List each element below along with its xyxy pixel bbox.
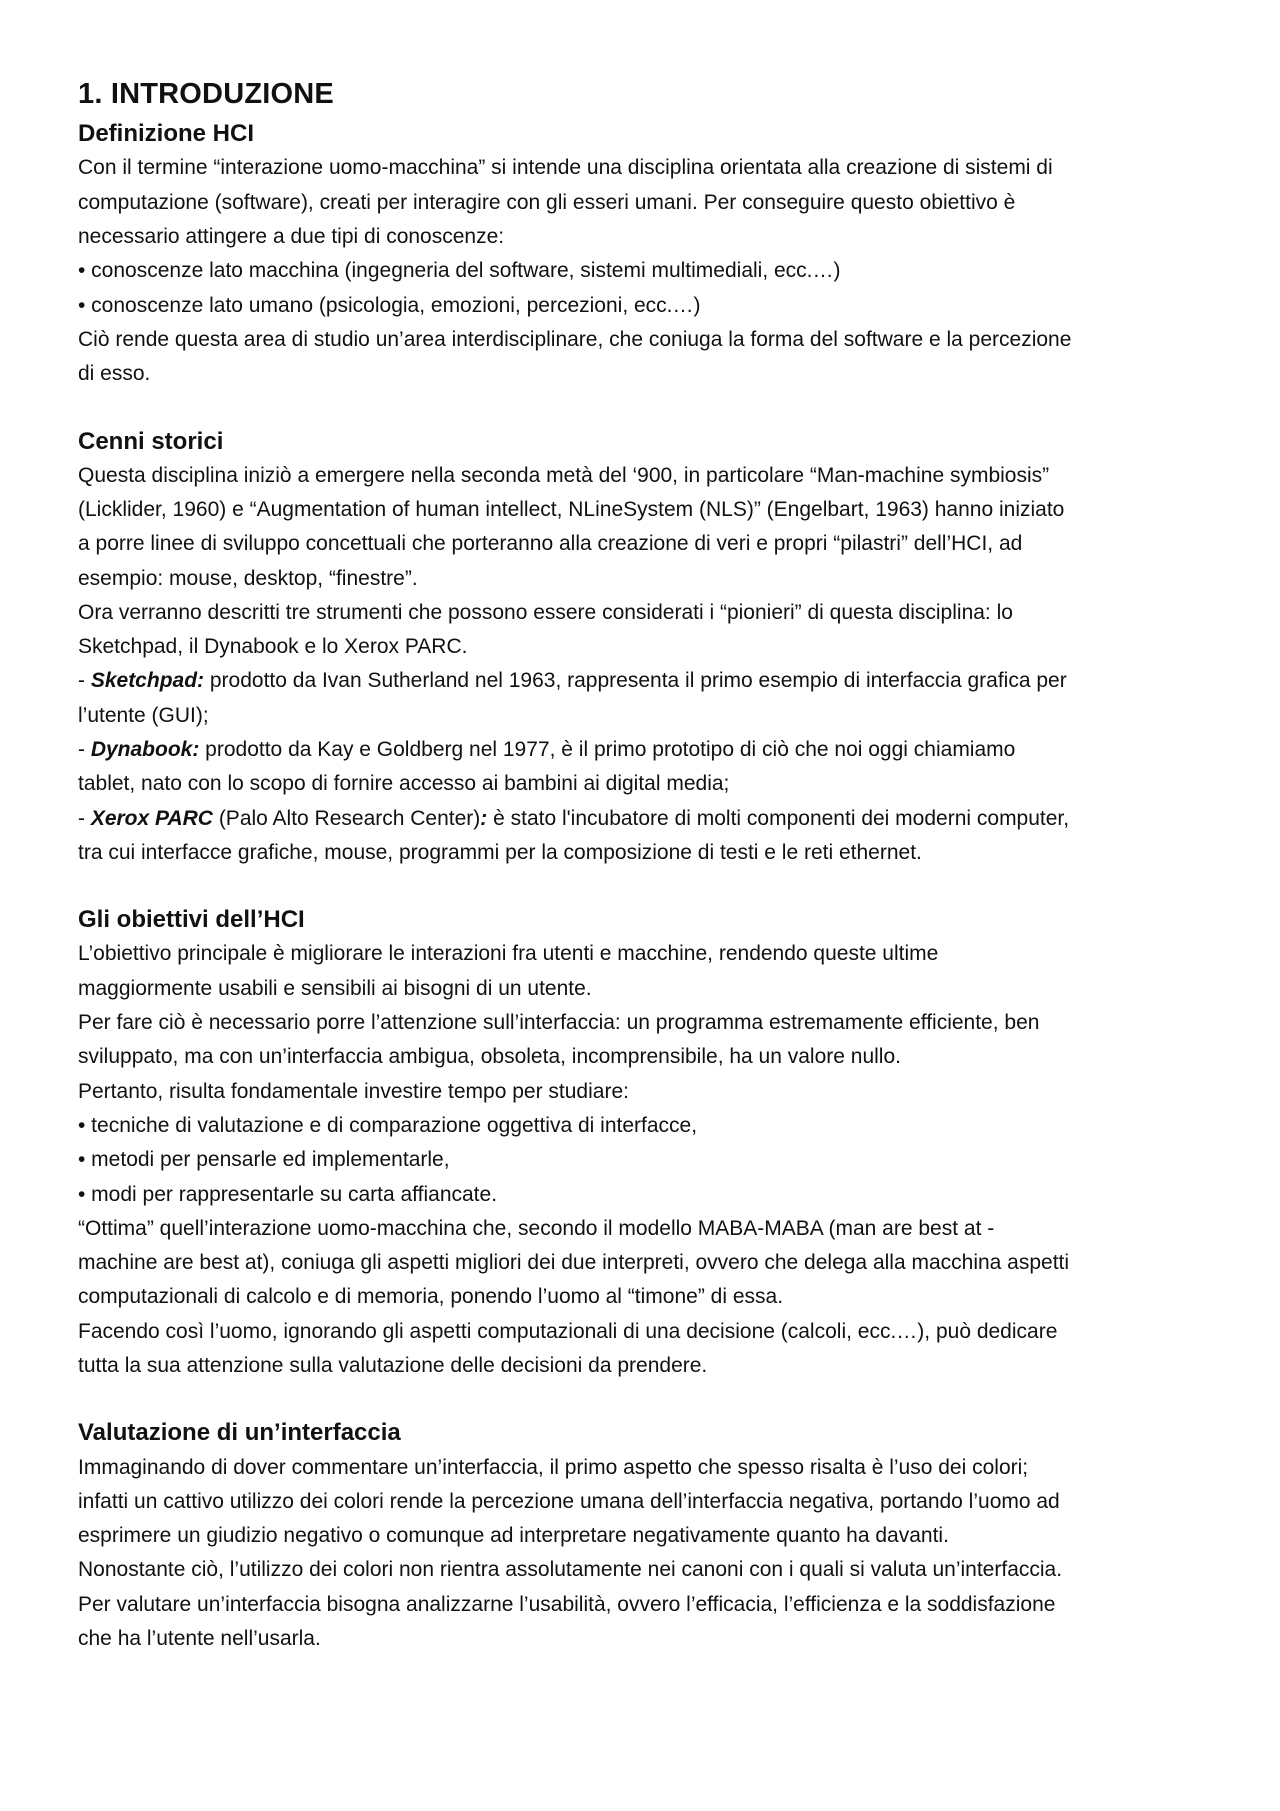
tool-parenthetical: (Palo Alto Research Center): [212, 806, 481, 830]
tool-colon: :: [480, 806, 488, 830]
text-line: Nonostante ciò, l’utilizzo dei colori non rientra assolutamente nei canoni con i quali si valuta un’interfaccia.: [78, 1558, 1063, 1582]
tool-term: Dynabook:: [90, 738, 200, 762]
bullet-item: • metodi per pensarle ed implementarle,: [78, 1148, 450, 1172]
tool-item-dynabook: [78, 733, 1218, 767]
text-line: Questa disciplina iniziò a emergere nella seconda metà del ‘900, in particolare “Man-machine symbiosis”: [78, 463, 1050, 487]
bullet-item: • tecniche di valutazione e di comparazione oggettiva di interfacce,: [78, 1113, 698, 1137]
text-line: Ciò rende questa area di studio un’area interdisciplinare, che coniuga la forma del software e la percezione: [78, 327, 1072, 351]
text-line: L’obiettivo principale è migliorare le interazioni fra utenti e macchine, rendendo queste ultime: [78, 942, 939, 966]
tool-item-xerox-parc: [78, 802, 1218, 836]
text-line: necessario attingere a due tipi di conoscenze:: [78, 225, 505, 249]
text-line: Pertanto, risulta fondamentale investire tempo per studiare:: [78, 1079, 629, 1103]
text-line: machine are best at), coniuga gli aspetti migliori dei due interpreti, ovvero che delega alla macchina aspetti: [78, 1251, 1070, 1275]
text-line: tablet, nato con lo scopo di fornire accesso ai bambini ai digital media;: [78, 772, 730, 796]
text-line: tra cui interfacce grafiche, mouse, programmi per la composizione di testi e le reti ethernet.: [78, 840, 922, 864]
text-line: di esso.: [78, 362, 151, 386]
tool-description: è stato l'incubatore di molti componenti dei moderni computer,: [487, 806, 1070, 830]
text-line: “Ottima” quell’interazione uomo-macchina che, secondo il modello MABA-MABA (man are best at -: [78, 1216, 995, 1240]
section-heading: Gli obiettivi dell’HCI: [78, 906, 305, 934]
section-cenni-storici: [78, 426, 1218, 871]
document-page: [78, 76, 1218, 1690]
text-line: infatti un cattivo utilizzo dei colori rende la percezione umana dell’interfaccia negativa, portando l’uomo ad: [78, 1489, 1060, 1513]
dash: -: [78, 669, 91, 693]
section-heading: Definizione HCI: [78, 120, 255, 148]
section-definizione-hci: [78, 118, 1218, 391]
text-line: Ora verranno descritti tre strumenti che possono essere considerati i “pionieri” di questa disciplina: lo: [78, 600, 1013, 624]
dash: -: [78, 806, 91, 830]
text-line: esprimere un giudizio negativo o comunque ad interpretare negativamente quanto ha davanti.: [78, 1524, 949, 1548]
text-line: (Licklider, 1960) e “Augmentation of human intellect, NLineSystem (NLS)” (Engelbart, 1963) hanno iniziato: [78, 498, 1065, 521]
tool-term: Xerox PARC: [90, 806, 213, 830]
text-line: tutta la sua attenzione sulla valutazione delle decisioni da prendere.: [78, 1354, 708, 1378]
text-line: Per valutare un’interfaccia bisogna analizzarne l’usabilità, ovvero l’efficacia, l’efficienza e la soddisfazione: [78, 1592, 1056, 1616]
chapter-title: 1. INTRODUZIONE: [78, 78, 334, 110]
text-line: Immaginando di dover commentare un’interfaccia, il primo aspetto che spesso risalta è l’uso dei colori;: [78, 1455, 1029, 1479]
bullet-item: • modi per rappresentarle su carta affiancate.: [78, 1182, 498, 1206]
text-line: Facendo così l’uomo, ignorando gli aspetti computazionali di una decisione (calcoli, ecc.…), può dedicare: [78, 1319, 1058, 1343]
text-line: Sketchpad, il Dynabook e lo Xerox PARC.: [78, 635, 468, 659]
text-line: esempio: mouse, desktop, “finestre”.: [78, 566, 418, 590]
tool-term: Sketchpad:: [90, 669, 205, 693]
text-line: l’utente (GUI);: [78, 703, 209, 727]
bullet-item: • conoscenze lato macchina (ingegneria del software, sistemi multimediali, ecc.…): [78, 259, 841, 283]
text-line: a porre linee di sviluppo concettuali che porteranno alla creazione di veri e propri “pilastri” dell’HCI, ad: [78, 532, 1023, 556]
section-obiettivi-hci: [78, 904, 1218, 1383]
tool-description: prodotto da Kay e Goldberg nel 1977, è il primo prototipo di ciò che noi oggi chiamiamo: [199, 738, 1016, 762]
text-line: computazionali di calcolo e di memoria, ponendo l’uomo al “timone” di essa.: [78, 1285, 784, 1309]
dash: -: [78, 738, 91, 762]
tool-item-sketchpad: [78, 664, 1218, 698]
text-line: computazione (software), creati per interagire con gli esseri umani. Per conseguire questo obiettivo è: [78, 190, 1016, 214]
section-heading: Valutazione di un’interfaccia: [78, 1419, 401, 1447]
text-line: Per fare ciò è necessario porre l’attenzione sull’interfaccia: un programma estremamente efficiente, ben: [78, 1011, 1040, 1035]
text-line: maggiormente usabili e sensibili ai bisogni di un utente.: [78, 976, 592, 1000]
text-line: Con il termine “interazione uomo-macchina” si intende una disciplina orientata alla creazione di sistemi di: [78, 156, 1053, 180]
text-line: sviluppato, ma con un’interfaccia ambigua, obsoleta, incomprensibile, ha un valore nullo.: [78, 1045, 901, 1069]
section-valutazione-interfaccia: [78, 1417, 1218, 1656]
section-heading: Cenni storici: [78, 427, 224, 455]
tool-description: prodotto da Ivan Sutherland nel 1963, rappresenta il primo esempio di interfaccia grafica per: [204, 669, 1067, 693]
bullet-item: • conoscenze lato umano (psicologia, emozioni, percezioni, ecc.…): [78, 293, 701, 317]
text-line: che ha l’utente nell’usarla.: [78, 1626, 321, 1650]
